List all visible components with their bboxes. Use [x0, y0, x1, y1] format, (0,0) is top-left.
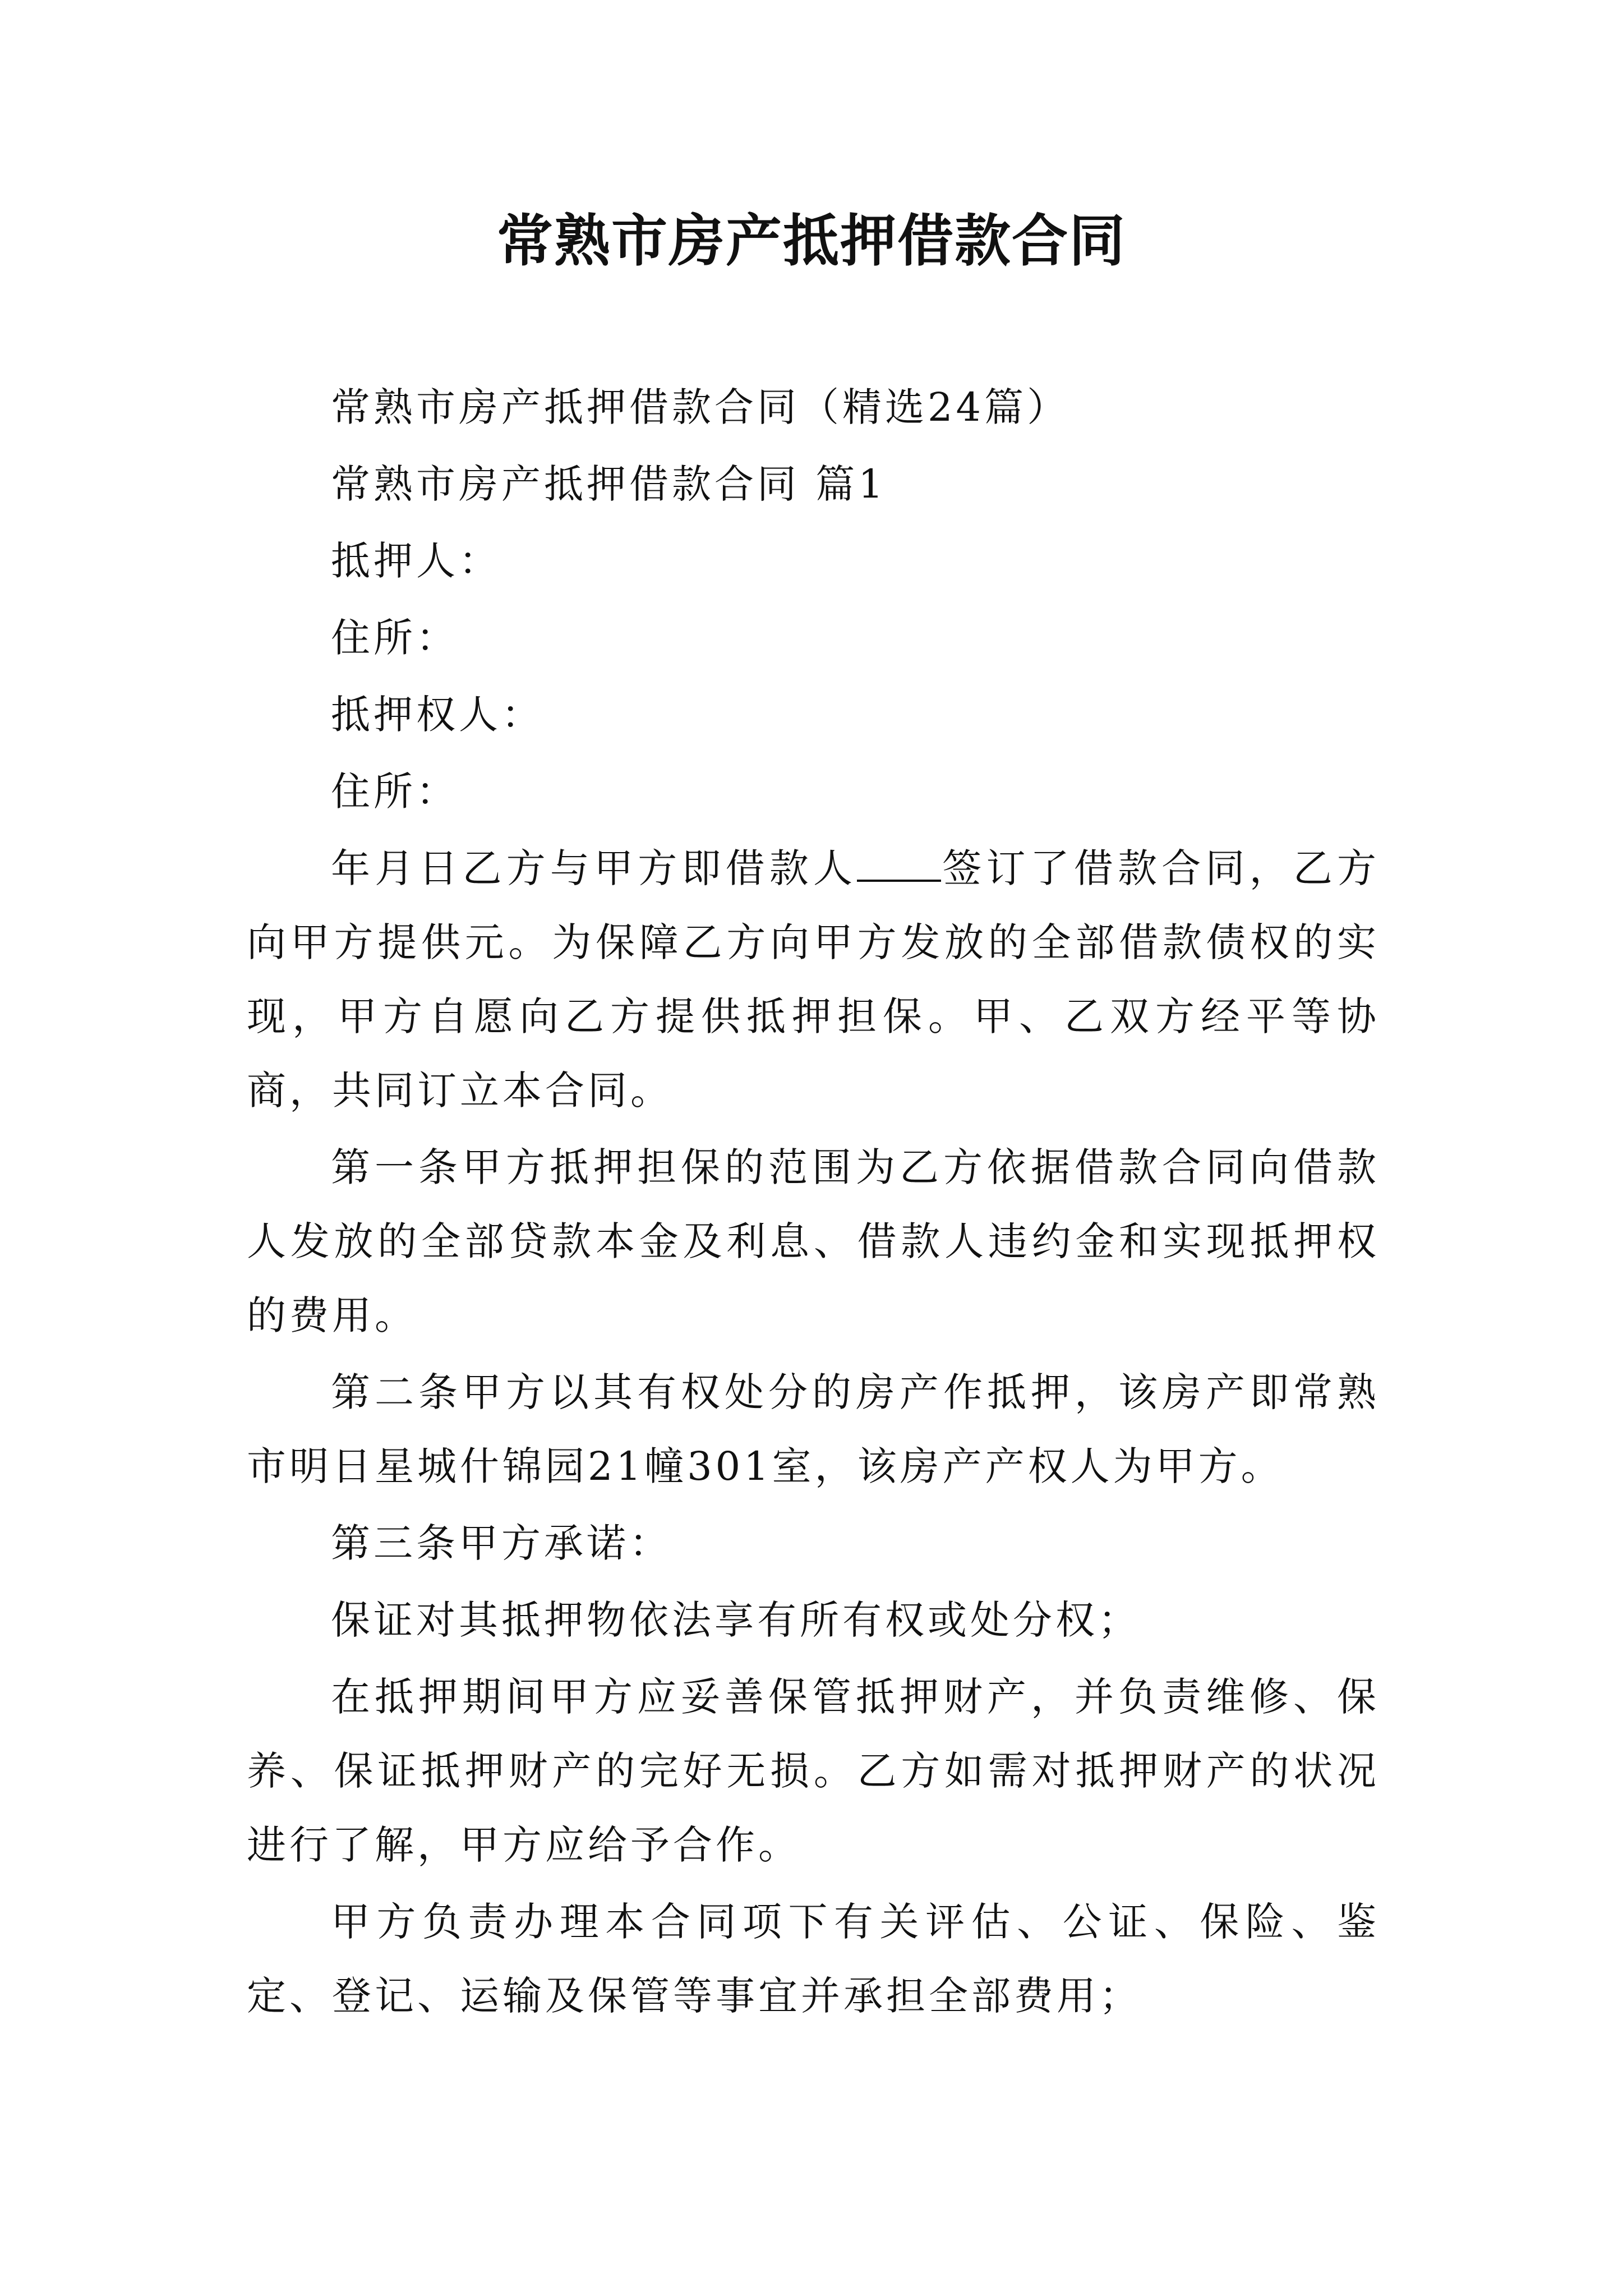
document-body	[247, 370, 1380, 2036]
paragraph-commitment-1: 保证对其抵押物依法享有所有权或处分权；	[331, 1597, 1141, 1643]
paragraph-mortgagee: 抵押权人：	[331, 692, 544, 738]
paragraph-subtitle: 常熟市房产抵押借款合同（精选24篇）	[331, 384, 1070, 430]
preamble-text-after: 签订了借款合同，乙方向甲方提供元。为保障乙方向甲方发放的全部借款债权的实现，甲方自愿向乙方提供抵押担保。甲、乙双方经平等协商，共同订立本合同。	[247, 845, 1380, 1114]
paragraph-article-2: 第二条甲方以其有权处分的房产作抵押，该房产即常熟市明日星城什锦园21幢301室，该房产产权人为甲方。	[247, 1369, 1380, 1489]
paragraph-mortgagor: 抵押人：	[331, 538, 501, 584]
preamble-text-before: 年月日乙方与甲方即借款人	[331, 845, 857, 891]
document-title: 常熟市房产抵押借款合同	[497, 208, 1126, 274]
paragraph-commitment-3: 甲方负责办理本合同项下有关评估、公证、保险、鉴定、登记、运输及保管等事宜并承担全部费用；	[247, 1899, 1380, 2019]
blank-underline	[857, 840, 941, 882]
paragraph-preamble	[247, 831, 1380, 1128]
paragraph-mortgagee-address: 住所：	[331, 769, 459, 815]
paragraph-commitment-2: 在抵押期间甲方应妥善保管抵押财产，并负责维修、保养、保证抵押财产的完好无损。乙方如需对抵押财产的状况进行了解，甲方应给予合作。	[247, 1674, 1380, 1868]
paragraph-article-1: 第一条甲方抵押担保的范围为乙方依据借款合同向借款人发放的全部贷款本金及利息、借款人违约金和实现抵押权的费用。	[247, 1144, 1380, 1338]
paragraph-part-heading: 常熟市房产抵押借款合同 篇1	[331, 461, 887, 507]
paragraph-mortgagor-address: 住所：	[331, 615, 459, 661]
paragraph-article-3: 第三条甲方承诺：	[331, 1520, 672, 1566]
